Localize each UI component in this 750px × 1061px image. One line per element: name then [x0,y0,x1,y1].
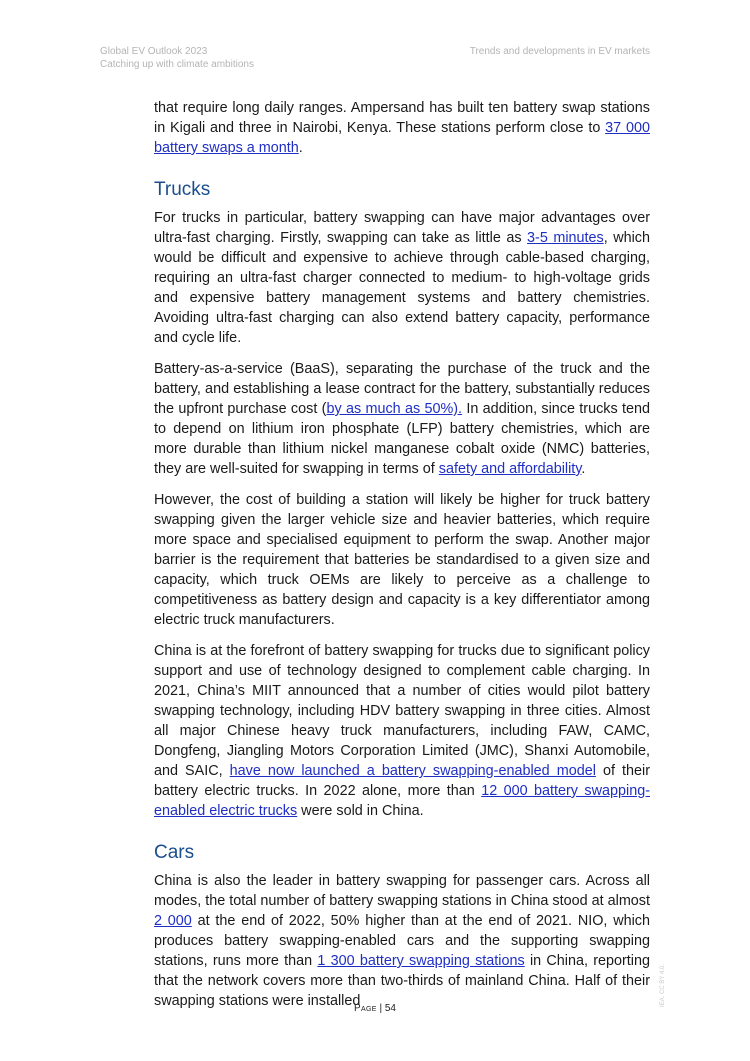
link-37000-swaps[interactable]: 37 000 battery swaps a month [154,120,650,156]
page-body [154,98,650,1022]
running-header-right: Trends and developments in EV markets [469,46,650,57]
page-footer [0,1003,750,1014]
text-run: of their battery electric trucks. In 2022 alone, more than [154,763,650,799]
text-run: in China, reporting that the network covers more than two-thirds of mainland China. Half of their swapping stations were installed [154,953,651,1009]
page-separator: | [376,1003,385,1014]
license-text: IEA. CC BY 4.0. [660,964,666,1007]
text-run: China is at the forefront of battery swapping for trucks due to significant policy support and use of technology designed to complement cable charging. In 2021, China’s MIIT announced that a number of cities would pilot battery swapping technology, including HDV battery swapping in three cities. Almost all major Chinese heavy truck manufacturers, including FAW, CAMC, Dongfeng, Jiangling Motors Corporation Limited (JMC), Shanxi Automobile, and SAIC, [154,643,650,779]
text-run: , which would be difficult and expensive to achieve through cable-based charging, requiring an ultra-fast charger connected to medium- to high-voltage grids and expensive battery management systems and battery chemistries. Avoiding ultra-fast charging can also extend battery capacity, performance and cycle life. [154,230,651,346]
section-heading-trucks: Trucks [154,179,211,200]
text-run: . [298,140,303,156]
paragraph-china-trucks [154,641,650,821]
link-launched-swapping-model[interactable]: have now launched a battery swapping-enabled model [229,763,596,779]
page-label: Page [354,1003,377,1014]
paragraph-cost-barriers: However, the cost of building a station will likely be higher for truck battery swapping given the larger vehicle size and heavier batteries, which require more space and specialised equipment to perform the swap. Another major barrier is the requirement that batteries be standardised to a given size and capacity, which truck OEMs are likely to perceive as a challenge to competitiveness as battery design and capacity is a key differentiator among electric truck manufacturers. [154,492,650,628]
link-safety-affordability[interactable]: safety and affordability [438,461,582,477]
license-note [660,964,710,1014]
running-header-left [100,45,254,71]
link-12000-trucks[interactable]: 12 000 battery swapping-enabled electric trucks [154,783,650,819]
text-run: . [581,461,586,477]
link-3-5-minutes[interactable]: 3-5 minutes [527,230,604,246]
paragraph-china-cars [154,871,650,1011]
link-1300-stations[interactable]: 1 300 battery swapping stations [317,953,525,969]
paragraph-ampersand [154,98,650,158]
text-run: at the end of 2022, 50% higher than at the end of 2021. NIO, which produces battery swapping-enabled cars and the supporting swapping stations, runs more than [154,913,650,969]
text-run: Battery-as-a-service (BaaS), separating the purchase of the truck and the battery, and establishing a lease contract for the battery, substantially reduces the upfront purchase cost ( [154,361,650,417]
report-title: Global EV Outlook 2023 [100,46,208,57]
paragraph-trucks-advantages [154,208,650,348]
report-subtitle: Catching up with climate ambitions [100,59,254,70]
text-run: In addition, since trucks tend to depend on lithium iron phosphate (LFP) battery chemistries, which are more durable than lithium nickel manganese cobalt oxide (NMC) batteries, they are well-suited for swapping in terms of [154,401,651,477]
link-by-as-much-as-50[interactable]: by as much as 50%). [326,401,463,417]
page-number: 54 [384,1003,396,1014]
text-run: that require long daily ranges. Ampersand has built ten battery swap stations in Kigali and three in Nairobi, Kenya. These stations perform close to [154,100,650,136]
text-run: China is also the leader in battery swapping for passenger cars. Across all modes, the total number of battery swapping stations in China stood at almost [154,873,650,909]
text-run: were sold in China. [297,803,424,819]
text-run: For trucks in particular, battery swapping can have major advantages over ultra-fast charging. Firstly, swapping can take as little as [154,210,650,246]
section-heading-cars: Cars [154,842,195,863]
paragraph-baas [154,359,650,479]
link-2000-stations[interactable]: 2 000 [154,913,192,929]
